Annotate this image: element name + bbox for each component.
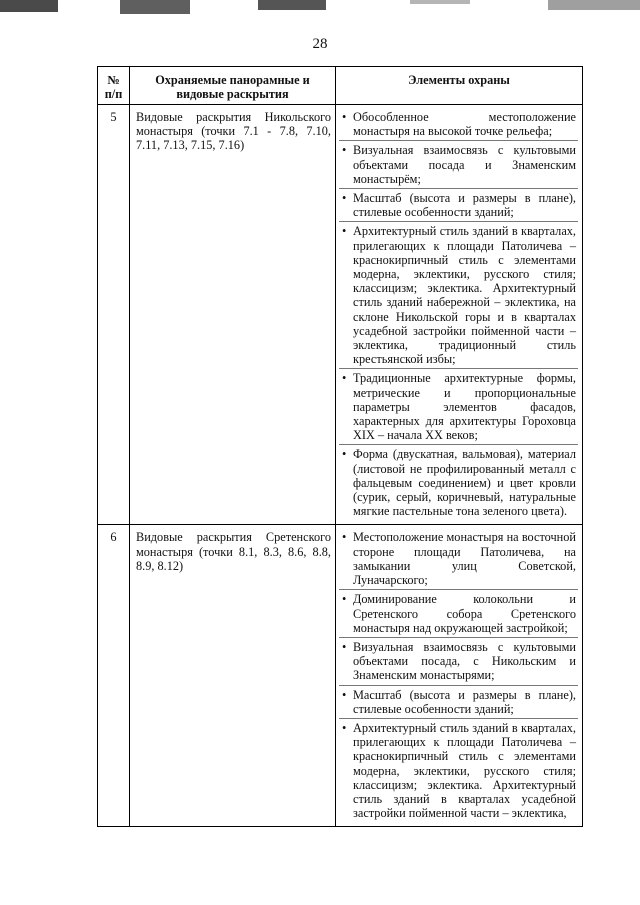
- list-item: [339, 222, 578, 369]
- list-item: [339, 719, 578, 822]
- bullet-icon: •: [342, 143, 347, 158]
- list-item-text: Масштаб (высота и размеры в плане), стилевые особенности зданий;: [353, 687, 576, 716]
- header-num: № п/п: [98, 67, 130, 105]
- bullet-icon: •: [342, 371, 347, 386]
- bullet-icon: •: [342, 110, 347, 124]
- list-item: [339, 638, 578, 686]
- bullet-icon: •: [342, 720, 347, 735]
- bullet-icon: •: [342, 530, 347, 545]
- row-number: 5: [98, 105, 130, 525]
- list-item-text: Архитектурный стиль зданий в кварталах, прилегающих к площади Патоличева – краснокирпичный стиль с элементами модерна, эклектики, русского стиля; классицизм; эклектика. Архитектурный стиль зданий набережной – эклектика, на склоне Никольской горы и в кварталах усадебной застройки пойменной части – эклектика, традиционный стиль крестьянской избы;: [353, 224, 576, 367]
- header-panoramas: Охраняемые панорамные и видовые раскрытия: [130, 67, 336, 105]
- list-item-text: Визуальная взаимосвязь с культовыми объектами посада, с Никольским и Знаменским монастырями;: [353, 639, 576, 683]
- row-description: Видовые раскрытия Сретенского монастыря (точки 8.1, 8.3, 8.6, 8.8, 8.9, 8.12): [130, 525, 336, 827]
- list-item-text: Доминирование колокольни и Сретенского собора Сретенского монастыря над окружающей застройкой;: [353, 592, 576, 635]
- bullet-icon: •: [342, 639, 347, 654]
- list-item-text: Форма (двускатная, вальмовая), материал (листовой не профилированный металл с фальцевым соединением) и цвет кровли (сурик, серый, коричневый, натуральные мягкие пастельные тона зеленого цвета).: [353, 447, 576, 519]
- row-number: 6: [98, 525, 130, 827]
- list-item-text: Традиционные архитектурные формы, метрические и пропорциональные параметры элементов фасадов, характерных для архитектуры Гороховца XIX – начала XX веков;: [353, 371, 576, 443]
- list-item: [339, 590, 578, 638]
- protection-table: [97, 66, 583, 827]
- list-item: [339, 686, 578, 719]
- elements-list: [339, 528, 578, 822]
- row-elements: [336, 525, 583, 827]
- bullet-icon: •: [342, 191, 347, 206]
- list-item: [339, 369, 578, 445]
- list-item-text: Архитектурный стиль зданий в кварталах, прилегающих к площади Патоличева – краснокирпичный стиль с элементами модерна, эклектики, русского стиля; классицизм; эклектика. Архитектурный стиль зданий в кварталах усадебной застройки пойменной части – эклектика,: [353, 720, 576, 821]
- list-item-text: Масштаб (высота и размеры в плане), стилевые особенности зданий;: [353, 191, 576, 220]
- bullet-icon: •: [342, 224, 347, 239]
- list-item: [339, 141, 578, 189]
- bullet-icon: •: [342, 592, 347, 607]
- list-item-text: Обособленное местоположение монастыря на высокой точке рельефа;: [353, 110, 576, 139]
- row-description: Видовые раскрытия Никольского монастыря (точки 7.1 - 7.8, 7.10, 7.11, 7.13, 7.15, 7.16): [130, 105, 336, 525]
- table-row: [98, 525, 583, 827]
- list-item: [339, 108, 578, 141]
- bullet-icon: •: [342, 687, 347, 702]
- page-number: 28: [312, 36, 328, 52]
- scan-artifact: [0, 0, 640, 22]
- list-item: [339, 528, 578, 590]
- list-item-text: Местоположение монастыря на восточной стороне площади Патоличева, на замыкании улиц Советской, Луначарского;: [353, 530, 576, 588]
- table-row: [98, 105, 583, 525]
- header-elements: Элементы охраны: [336, 67, 583, 105]
- elements-list: [339, 108, 578, 520]
- table-header-row: [98, 67, 583, 105]
- list-item-text: Визуальная взаимосвязь с культовыми объектами посада и Знаменским монастырём;: [353, 143, 576, 186]
- row-elements: [336, 105, 583, 525]
- bullet-icon: •: [342, 447, 347, 462]
- list-item: [339, 445, 578, 520]
- list-item: [339, 189, 578, 222]
